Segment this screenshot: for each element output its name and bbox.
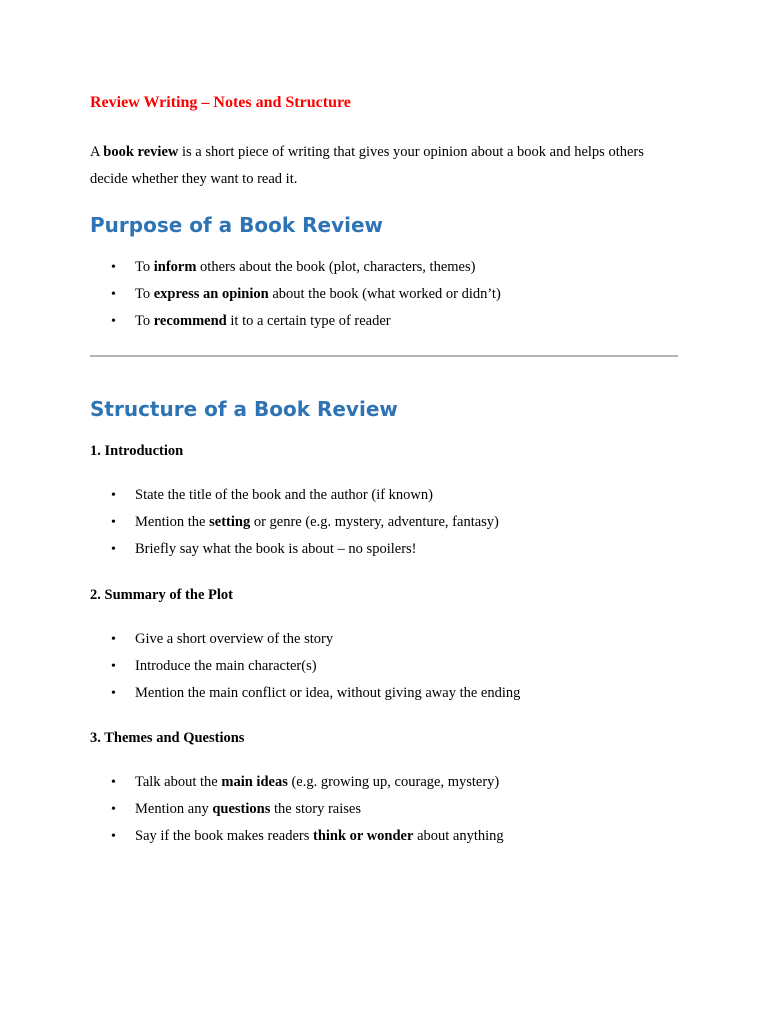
bullet-icon: • <box>111 632 116 647</box>
themes-list <box>90 769 678 850</box>
list-item <box>90 680 678 707</box>
document-title: Review Writing – Notes and Structure <box>90 94 351 111</box>
list-item <box>90 823 678 850</box>
list-item <box>90 509 678 536</box>
list-item <box>90 281 678 308</box>
intro-rest: is a short piece of writing that gives your opinion about a book and helps others decide whether they want to read it. <box>90 144 644 187</box>
bullet-icon: • <box>111 542 116 557</box>
item-text-after: about the book (what worked or didn’t) <box>268 286 501 302</box>
item-text-before: Talk about the <box>135 774 222 790</box>
list-item <box>90 308 678 335</box>
item-text-bold: recommend <box>153 313 227 329</box>
section-heading-introduction: 1. Introduction <box>90 443 184 459</box>
item-text-before: To <box>135 313 154 329</box>
structure-heading: Structure of a Book Review <box>90 397 398 421</box>
item-text-bold: questions <box>212 801 271 817</box>
intro-bold-term: book review <box>103 144 179 160</box>
item-text-after: others about the book (plot, characters, themes) <box>196 259 476 275</box>
item-text-before: Introduce the main character(s) <box>135 658 317 674</box>
bullet-icon: • <box>111 287 116 302</box>
bullet-icon: • <box>111 515 116 530</box>
item-text-after: (e.g. growing up, courage, mystery) <box>287 774 500 790</box>
section-heading-summary: 2. Summary of the Plot <box>90 587 233 603</box>
list-item <box>90 254 678 281</box>
horizontal-rule <box>90 355 678 357</box>
item-text-bold: setting <box>209 514 251 530</box>
summary-list <box>90 626 678 707</box>
item-text-after: the story raises <box>270 801 361 817</box>
bullet-icon: • <box>111 659 116 674</box>
list-item <box>90 653 678 680</box>
item-text-before: Mention any <box>135 801 213 817</box>
bullet-icon: • <box>111 829 116 844</box>
item-text-bold: think or wonder <box>312 828 414 844</box>
item-text-before: State the title of the book and the author (if known) <box>135 487 433 503</box>
bullet-icon: • <box>111 260 116 275</box>
purpose-list <box>90 254 678 335</box>
item-text-bold: main ideas <box>221 774 288 790</box>
item-text-before: Mention the main conflict or idea, without giving away the ending <box>135 685 521 701</box>
item-text-before: To <box>135 259 154 275</box>
item-text-before: Mention the <box>135 514 210 530</box>
item-text-after: it to a certain type of reader <box>226 313 391 329</box>
item-text-bold: inform <box>153 259 197 275</box>
item-text-before: Give a short overview of the story <box>135 631 334 647</box>
item-text-before: To <box>135 286 154 302</box>
item-text-after: about anything <box>413 828 504 844</box>
bullet-icon: • <box>111 802 116 817</box>
list-item <box>90 482 678 509</box>
list-item <box>90 769 678 796</box>
section-heading-themes: 3. Themes and Questions <box>90 730 245 746</box>
item-text-after: or genre (e.g. mystery, adventure, fantasy) <box>250 514 499 530</box>
item-text-before: Say if the book makes readers <box>135 828 313 844</box>
list-item <box>90 536 678 563</box>
intro-paragraph <box>90 139 678 193</box>
list-item <box>90 796 678 823</box>
list-item <box>90 626 678 653</box>
bullet-icon: • <box>111 686 116 701</box>
purpose-heading: Purpose of a Book Review <box>90 213 383 237</box>
item-text-before: Briefly say what the book is about – no spoilers! <box>135 541 417 557</box>
item-text-bold: express an opinion <box>153 286 269 302</box>
intro-lead: A <box>90 144 104 160</box>
bullet-icon: • <box>111 775 116 790</box>
introduction-list <box>90 482 678 563</box>
bullet-icon: • <box>111 314 116 329</box>
bullet-icon: • <box>111 488 116 503</box>
